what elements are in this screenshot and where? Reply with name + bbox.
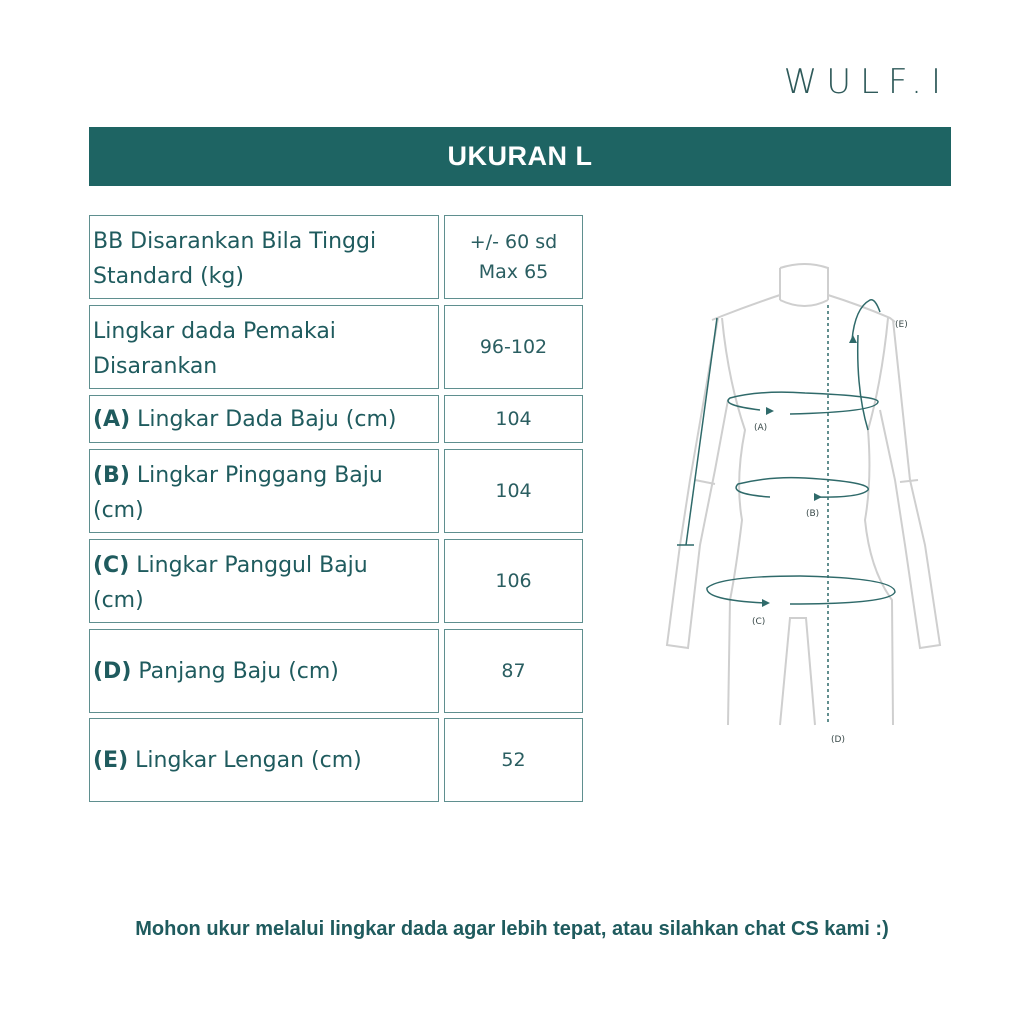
- table-row: [89, 305, 583, 389]
- row-value: +/- 60 sd Max 65: [469, 231, 558, 283]
- figure-label-a: (A): [754, 423, 768, 433]
- measure-letter: (B): [93, 463, 130, 488]
- brand-logo: WULF.I: [783, 62, 950, 102]
- table-row: [89, 449, 583, 533]
- footer-note: Mohon ukur melalui lingkar dada agar lebih tepat, atau silahkan chat CS kami :): [135, 918, 889, 940]
- row-value-cell: [444, 539, 583, 623]
- mannequin-outline: [667, 264, 940, 725]
- row-label: Lingkar dada Pemakai Disarankan: [93, 319, 336, 379]
- figure-label-e: (E): [895, 320, 908, 330]
- figure-label-c: (C): [752, 617, 766, 627]
- row-label: Panjang Baju (cm): [138, 658, 339, 684]
- size-banner: [89, 127, 951, 186]
- measure-letter: (A): [93, 406, 131, 432]
- measure-letter: (E): [93, 747, 129, 773]
- row-value: 87: [501, 660, 526, 682]
- row-value-cell: [444, 449, 583, 533]
- table-row: [89, 395, 583, 443]
- row-label: Lingkar Dada Baju (cm): [137, 406, 397, 432]
- row-label-cell: [89, 215, 439, 299]
- size-title: UKURAN L: [447, 141, 593, 171]
- measure-letter: (D): [93, 658, 132, 684]
- row-value: 104: [495, 480, 532, 502]
- measure-letter: (C): [93, 553, 130, 578]
- row-value-cell: [444, 718, 583, 802]
- row-label-cell: [89, 539, 439, 623]
- row-label: Lingkar Panggul Baju (cm): [93, 553, 368, 613]
- row-value-cell: [444, 305, 583, 389]
- row-value: 104: [495, 408, 532, 430]
- table-row: [89, 629, 583, 713]
- row-label: Lingkar Lengan (cm): [135, 747, 362, 773]
- row-label-cell: [89, 305, 439, 389]
- mannequin-diagram: [640, 250, 970, 760]
- row-value-cell: [444, 629, 583, 713]
- figure-label-d: (D): [831, 735, 845, 745]
- row-label: BB Disarankan Bila Tinggi Standard (kg): [93, 229, 377, 289]
- row-label-cell: [89, 718, 439, 802]
- row-value-cell: [444, 395, 583, 443]
- table-row: [89, 539, 583, 623]
- table-row: [89, 215, 583, 299]
- row-label-cell: [89, 395, 439, 443]
- row-label-cell: [89, 629, 439, 713]
- arrow-heads: [762, 335, 857, 607]
- row-value: 106: [495, 570, 532, 592]
- table-row: [89, 718, 583, 802]
- row-label: Lingkar Pinggang Baju (cm): [93, 463, 383, 523]
- row-value: 52: [501, 749, 526, 771]
- figure-label-b: (B): [806, 509, 820, 519]
- row-label-cell: [89, 449, 439, 533]
- row-value: 96-102: [479, 336, 548, 358]
- row-value-cell: [444, 215, 583, 299]
